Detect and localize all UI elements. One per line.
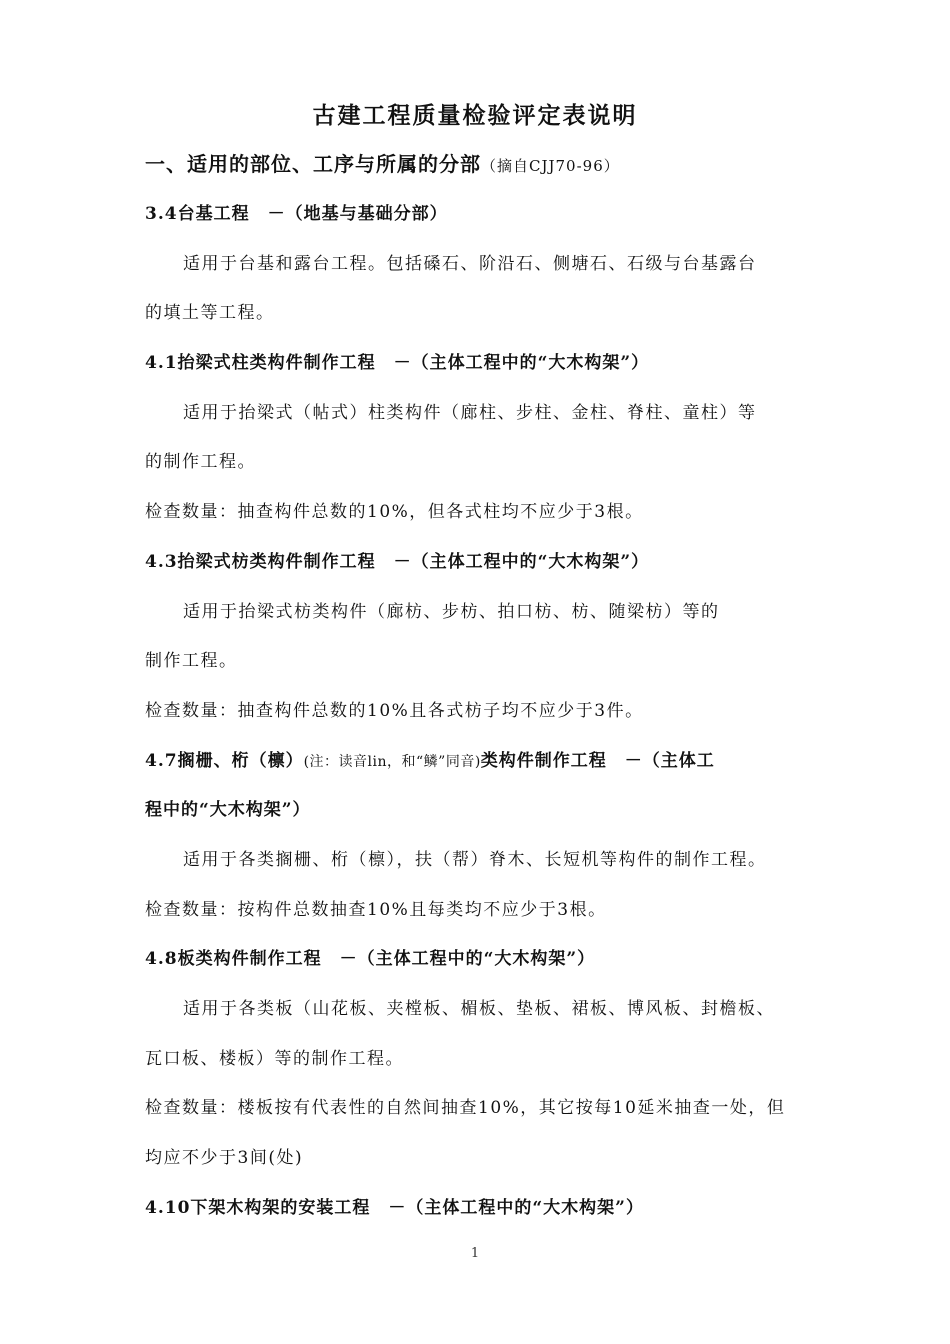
heading-4-7-part2: 类构件制作工程 －（主体工: [480, 751, 715, 771]
heading-4-7-part1: 4.7搁栅、桁（檩）: [145, 751, 304, 771]
paragraph-4-1-line1: 适用于抬梁式（帖式）柱类构件（廊柱、步柱、金柱、脊柱、童柱）等: [183, 403, 757, 423]
paragraph-4-3-line2: 制作工程。: [145, 651, 238, 671]
section-heading-1: [145, 150, 620, 180]
inspection-4-3: 检查数量：抽查构件总数的10%且各式枋子均不应少于3件。: [145, 701, 644, 721]
page-number: 1: [470, 1246, 480, 1261]
paragraph-3-4-line2: 的填土等工程。: [145, 303, 275, 323]
section-heading-text: 一、适用的部位、工序与所属的分部: [145, 152, 481, 176]
paragraph-4-8-line2: 瓦口板、楼板）等的制作工程。: [145, 1049, 404, 1069]
inspection-4-7: 检查数量：按构件总数抽查10%且每类均不应少于3根。: [145, 900, 607, 920]
heading-4-7-line2: 程中的“大木构架”）: [145, 800, 311, 820]
paragraph-4-3-line1: 适用于抬梁式枋类构件（廊枋、步枋、拍口枋、枋、随梁枋）等的: [183, 602, 720, 622]
heading-4-10: 4.10下架木构架的安装工程 －（主体工程中的“大木构架”）: [145, 1198, 644, 1218]
section-heading-source: （摘自CJJ70-96）: [481, 157, 620, 175]
heading-4-7: [145, 749, 715, 774]
heading-4-1: 4.1抬梁式柱类构件制作工程 －（主体工程中的“大木构架”）: [145, 353, 650, 373]
heading-3-4: 3.4台基工程 －（地基与基础分部）: [145, 204, 448, 224]
inspection-4-8-line2: 均应不少于3间(处): [145, 1148, 304, 1168]
inspection-4-8-line1: 检查数量：楼板按有代表性的自然间抽查10%，其它按每10延米抽查一处，但: [145, 1098, 786, 1118]
heading-4-8: 4.8板类构件制作工程 －（主体工程中的“大木构架”）: [145, 949, 596, 969]
pronunciation-note: (注：读音lin，和“鳞”同音): [303, 754, 481, 770]
paragraph-4-1-line2: 的制作工程。: [145, 452, 256, 472]
inspection-4-1: 检查数量：抽查构件总数的10%，但各式柱均不应少于3根。: [145, 502, 644, 522]
paragraph-4-7-line1: 适用于各类搁栅、桁（檩），扶（帮）脊木、长短机等构件的制作工程。: [183, 850, 767, 870]
document-title: 古建工程质量检验评定表说明: [312, 102, 638, 129]
paragraph-3-4-line1: 适用于台基和露台工程。包括磉石、阶沿石、侧塘石、石级与台基露台: [183, 254, 757, 274]
paragraph-4-8-line1: 适用于各类板（山花板、夹樘板、楣板、垫板、裙板、博风板、封檐板、: [183, 999, 775, 1019]
heading-4-3: 4.3抬梁式枋类构件制作工程 －（主体工程中的“大木构架”）: [145, 552, 650, 572]
